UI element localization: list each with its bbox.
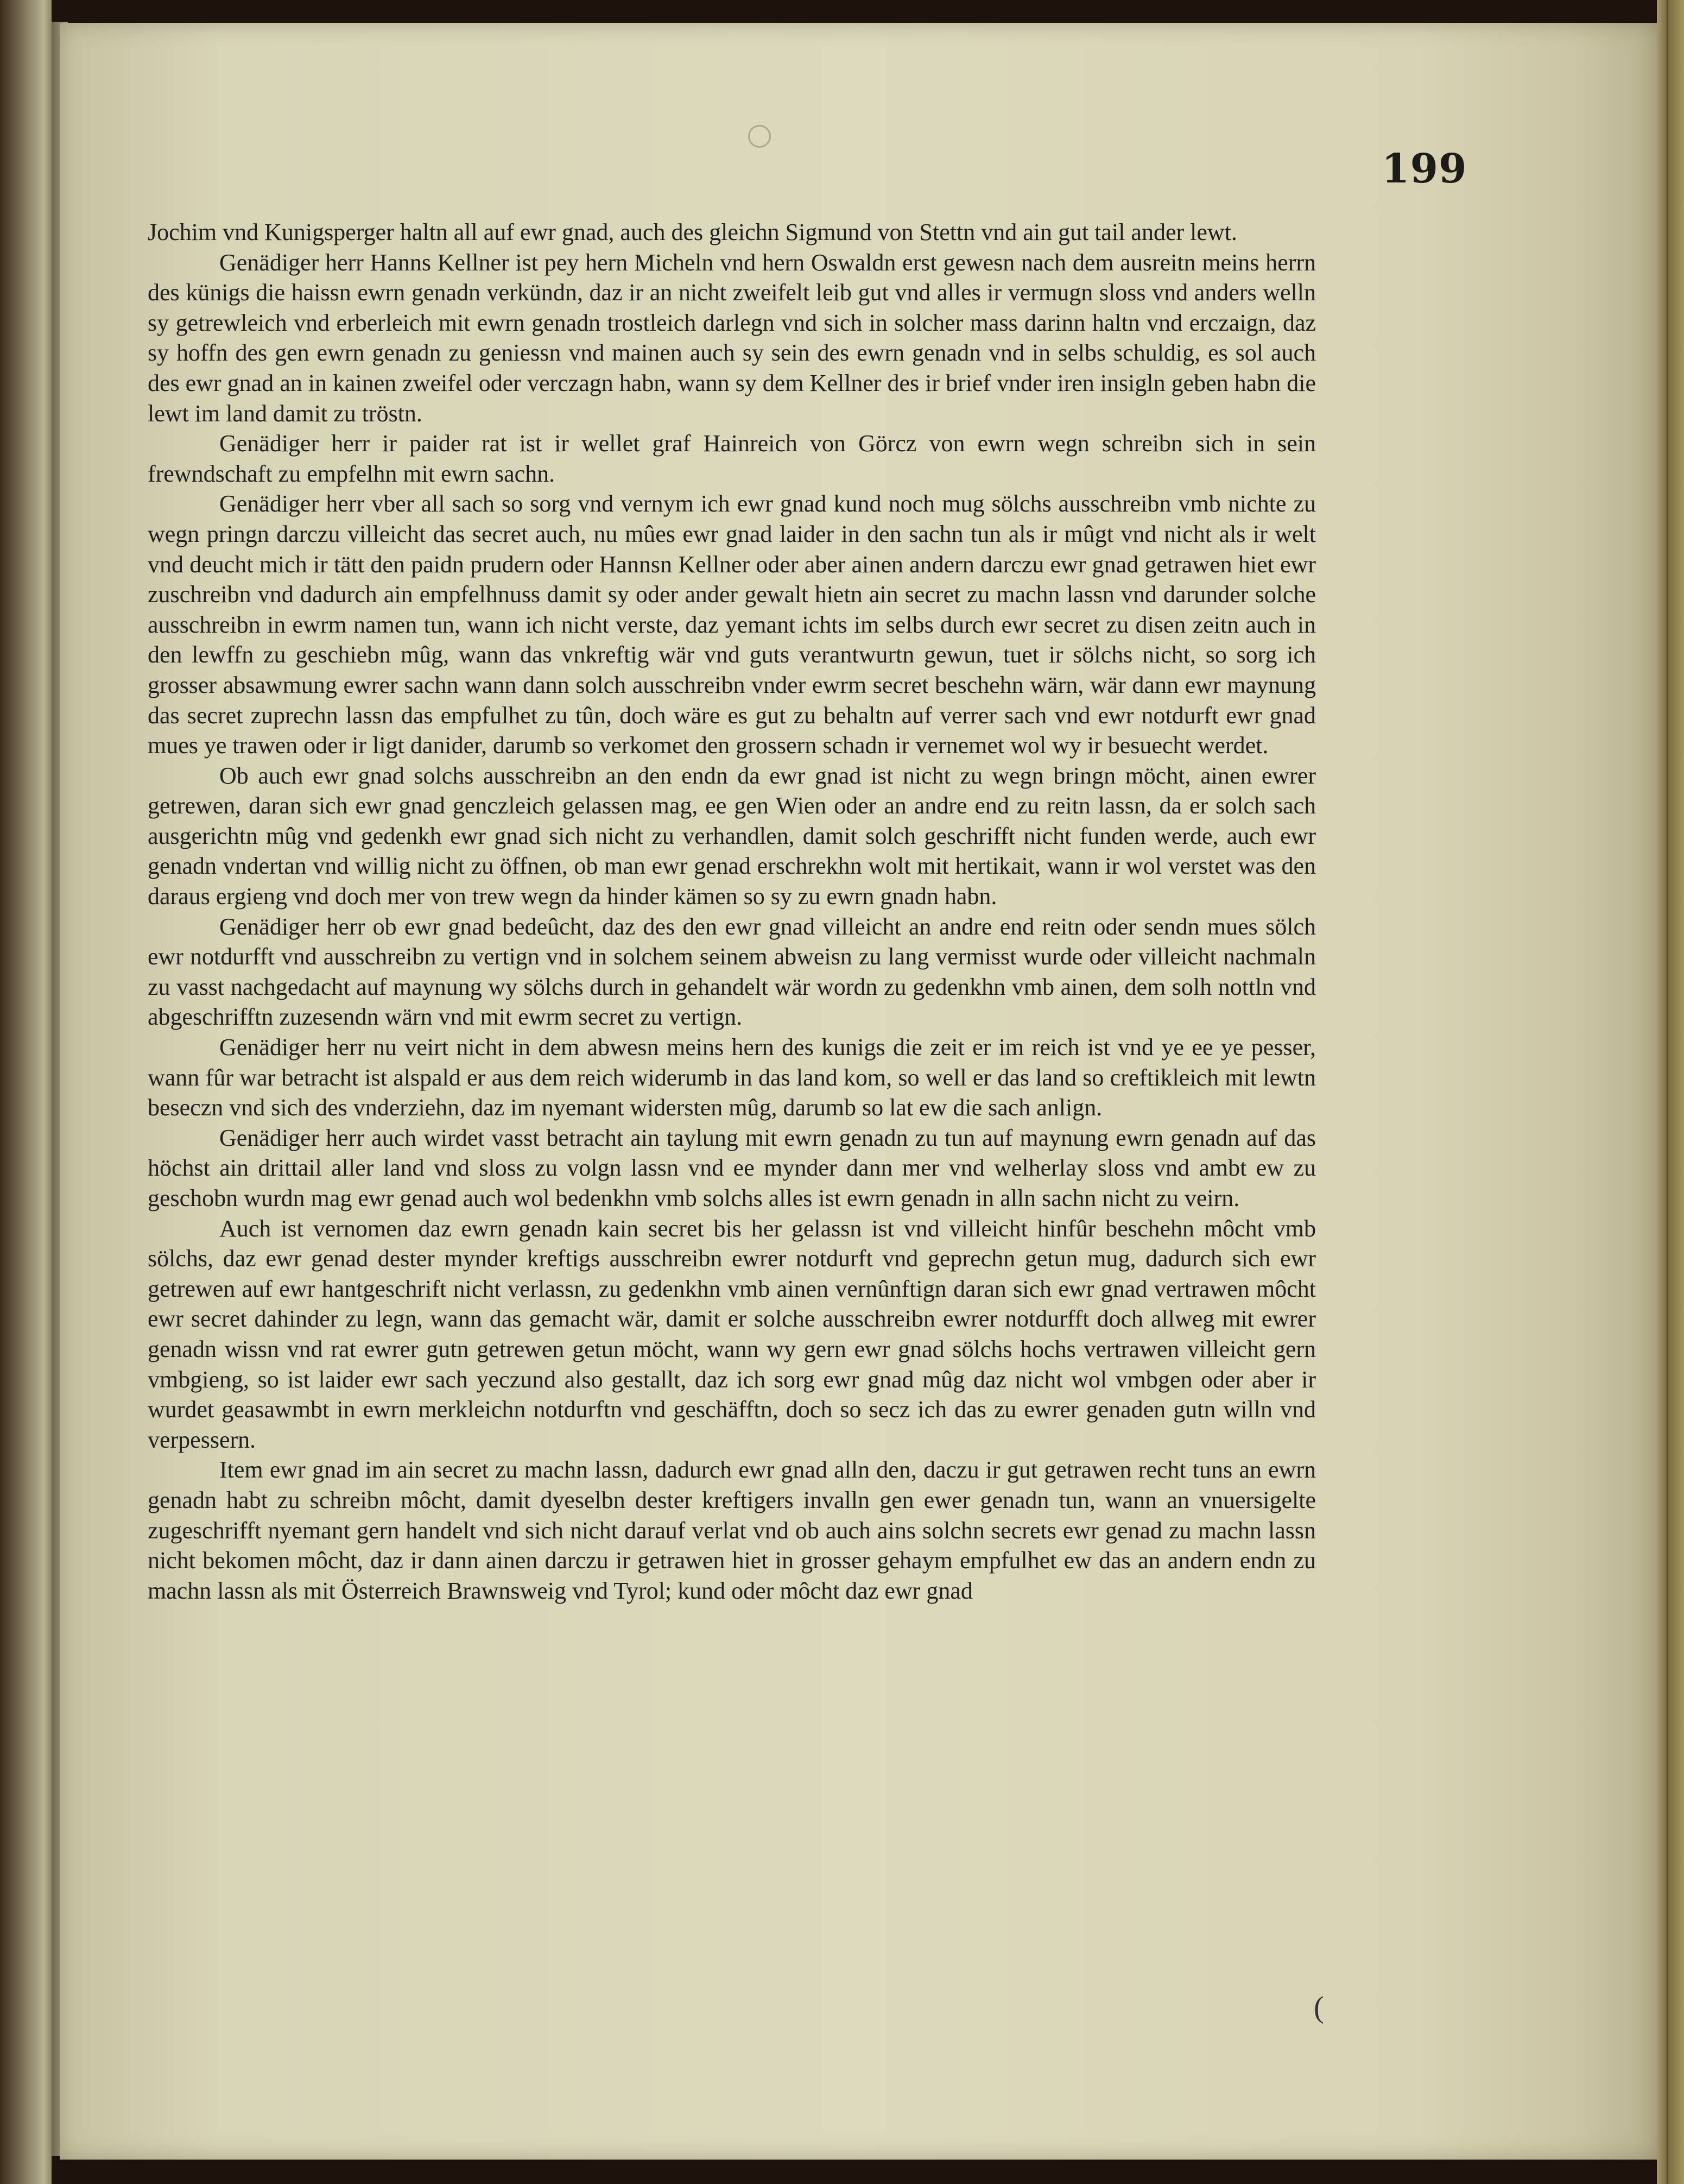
- paragraph: Genädiger herr auch wirdet vasst betracht ain taylung mit ewrn genadn zu tun auf maynung ewrn genadn auf das höchst ain drittail aller land vnd sloss zu volgn lassn vnd ee mynder dann mer vnd welherlay sloss vnd ambt ew zu geschobn wurdn mag ewr genad auch wol bedenkhn vmb solchs alles ist ewrn genadn in alln sachn nicht zu veirn.: [148, 1124, 1316, 1211]
- main-text-block: [148, 217, 1316, 1606]
- paragraph: Ob auch ewr gnad solchs ausschreibn an den endn da ewr gnad ist nicht zu wegn bringn möcht, ainen ewrer getrewen, daran sich ewr gnad genczleich gelassen mag, ee gen Wien oder an andre end zu reitn lassn, da er solch sach ausgerichtn mûg vnd gedenkh ewr gnad sich nicht zu verhandlen, damit solch geschrifft nicht funden werde, auch ewr genadn vndertan vnd willig nicht zu öffnen, ob man ewr genad erschrekhn wolt mit hertikait, wann ir wol verstet was den daraus ergieng vnd doch mer von trew wegn da hinder kämen so sy zu ewrn gnadn habn.: [148, 762, 1316, 910]
- paragraph: Genädiger herr nu veirt nicht in dem abwesn meins hern des kunigs die zeit er im reich ist vnd ye ee ye pesser, wann fûr war betracht ist alspald er aus dem reich widerumb in das land kom, so well er das land so creftikleich mit lewtn beseczn vnd sich des vnderziehn, daz im nyemant widersten mûg, darumb so lat ew die sach anlign.: [148, 1034, 1316, 1121]
- paragraph: Genädiger herr ob ewr gnad bedeûcht, daz des den ewr gnad villeicht an andre end reitn oder sendn mues sölch ewr notdurfft vnd ausschreibn zu vertign vnd in solchem seinem abweisn zu lang vermisst wurde oder villeicht nachmaln zu vasst nachgedacht auf maynung wy sölchs durch in gehandelt wär wordn zu gedenkhn vmb ainen, dem solh nottln vnd abgeschrifftn zuzesendn wärn vnd mit ewrm secret zu vertign.: [148, 913, 1316, 1031]
- margin-mark: (: [1314, 1991, 1324, 2024]
- paragraph: Item ewr gnad im ain secret zu machn lassn, dadurch ewr gnad alln den, daczu ir gut getrawen recht tuns an ewrn genadn habt zu schreibn môcht, damit dyeselbn dester kreftigers invalln gen ewer genadn tun, wann an vnuersigelte zugeschrifft nyemant gern handelt vnd sich nicht darauf verlat vnd ob auch ains solchn secrets ewr genad zu machn lassn nicht bekomen môcht, daz ir dann ainen darczu ir getrawen hiet in grosser gehaym empfulhet ew das an andern endn zu machn lassn als mit Österreich Brawnsweig vnd Tyrol; kund oder môcht daz ewr gnad: [148, 1456, 1316, 1604]
- paragraph: Genädiger herr Hanns Kellner ist pey hern Micheln vnd hern Oswaldn erst gewesn nach dem ausreitn meins herrn des künigs die haissn ewrn genadn verkündn, daz ir an nicht zweifelt leib gut vnd alles ir vermugn sloss vnd anders welln sy getrewleich vnd erberleich mit ewrn genadn trostleich darlegn vnd sich in solcher mass darinn haltn vnd erczaign, daz sy hoffn des gen ewrn genadn zu geniessn vnd mainen auch sy sein des ewrn genadn vnd in selbs schuldig, es sol auch des ewr gnad an in kainen zweifel oder verczagn habn, wann sy dem Kellner des ir brief vnder iren insigln geben habn die lewt im land damit zu tröstn.: [148, 249, 1316, 427]
- facing-page-edge: [0, 0, 52, 2184]
- paragraph: Genädiger herr vber all sach so sorg vnd vernym ich ewr gnad kund noch mug sölchs ausschreibn vmb nichte zu wegn pringn darczu villeicht das secret auch, nu mûes ewr gnad laider in den sachn tun als ir mûgt vnd nicht als ir welt vnd deucht mich ir tätt den paidn prudern oder Hannsn Kellner oder aber ainen andern darczu ewr gnad getrawen hiet ewr zuschreibn vnd dadurch ain empfelhnuss damit sy oder ander gewalt hietn ain secret zu machn lassn vnd darunder solche ausschreibn in ewrm namen tun, wann ich nicht verste, daz yemant ichts im selbs durch ewr secret zu disen zeitn auch in den lewffn zu geschiebn mûg, wann das vnkreftig wär vnd guts verantwurtn gewun, tuet ir sölchs nicht, so sorg ich grosser absawmung ewrer sachn wann dann solch ausschreibn vnder ewrm secret beschehn wärn, wär dann ewr maynung das secret zuprechn lassn das empfulhet zu tûn, doch wäre es gut zu behaltn auf verrer sach vnd ewr notdurft ewr gnad mues ye trawen oder ir ligt danider, darumb so verkomet den grossern schadn ir vernemet wol wy ir besuecht werdet.: [148, 490, 1316, 759]
- page-stack-edge: [1657, 0, 1684, 2184]
- paper-stain-mark: [748, 125, 771, 148]
- paragraph: Auch ist vernomen daz ewrn genadn kain secret bis her gelassn ist vnd villeicht hinfûr beschehn môcht vmb sölchs, daz ewr genad dester mynder kreftigs ausschreibn ewrer notdurft vnd geprechn getun mug, dadurch sich ewr getrewen auf ewr hantgeschrift nicht verlassn, zu gedenkhn vmb ainen vernûnftign daran sich ewr gnad vertrawen môcht ewr secret dahinder zu legn, wann das gemacht wär, damit er solche ausschreibn ewrer notdurfft doch allweg mit ewrer genadn wissn vnd rat ewrer gutn getrewen getun möcht, wann wy gern ewr gnad sölchs hochs vertrawen villeicht gern vmbgieng, so ist laider ewr sach yeczund also gestallt, daz ich sorg ewr gnad mûg daz nicht wol vmbgen oder aber ir wurdet geasawmbt in ewrn merkleichn notdurftn vnd geschäfftn, doch so secz ich das zu ewrer genaden gutn willn vnd verpessern.: [148, 1215, 1316, 1453]
- page-number: 199: [1382, 146, 1467, 192]
- paragraph: Genädiger herr ir paider rat ist ir wellet graf Hainreich von Görcz von ewrn wegn schreibn sich in sein frewndschaft zu empfelhn mit ewrn sachn.: [148, 430, 1316, 487]
- paragraph: Jochim vnd Kunigsperger haltn all auf ewr gnad, auch des gleichn Sigmund von Stettn vnd ain gut tail ander lewt.: [148, 219, 1237, 245]
